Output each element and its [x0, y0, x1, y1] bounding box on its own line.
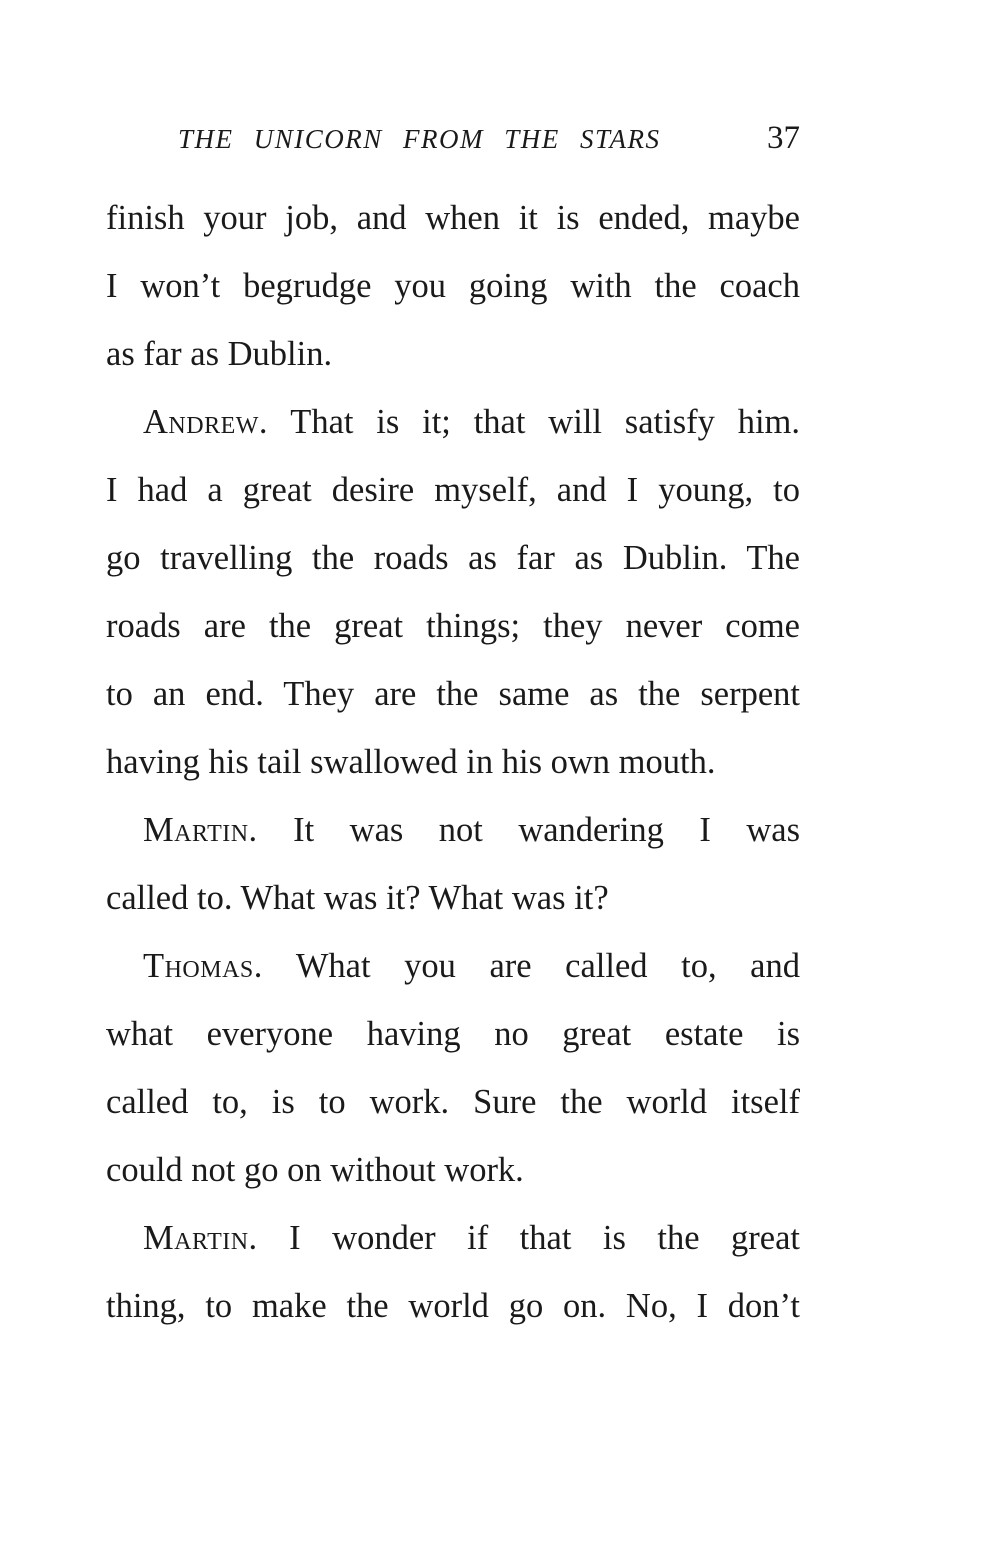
line-text: That is it; that will satisfy him.: [268, 403, 800, 441]
line-text: as far as Dublin.: [106, 335, 333, 373]
text-line: [106, 604, 800, 648]
speech-line: [143, 944, 800, 988]
text-line: [106, 740, 715, 784]
text-line: [106, 1080, 800, 1124]
line-text: finish your job, and when it is ended, maybe: [106, 199, 800, 237]
line-text: I wonder if that is the great: [257, 1219, 800, 1257]
speech-line: [143, 808, 800, 852]
line-text: thing, to make the world go on. No, I don’t: [106, 1287, 800, 1325]
text-line: [106, 876, 609, 920]
speaker-name: Andrew.: [143, 403, 269, 441]
line-text: It was not wandering I was: [257, 811, 800, 849]
line-text: could not go on without work.: [106, 1151, 524, 1189]
speaker-name: Martin.: [143, 1219, 258, 1257]
text-line: [106, 196, 800, 240]
line-text: called to. What was it? What was it?: [106, 879, 609, 917]
speaker-name: Martin.: [143, 811, 258, 849]
speech-line: [143, 1216, 800, 1260]
speech-line: [143, 400, 800, 444]
line-text: What you are called to, and: [262, 947, 800, 985]
line-text: I won’t begrudge you going with the coach: [106, 267, 800, 305]
line-text: I had a great desire myself, and I young, to: [106, 471, 800, 509]
line-text: to an end. They are the same as the serpent: [106, 675, 800, 713]
text-line: [106, 536, 800, 580]
line-text: called to, is to work. Sure the world itself: [106, 1083, 800, 1121]
text-line: [106, 1148, 524, 1192]
page-number: 37: [767, 120, 800, 156]
text-line: [106, 1284, 800, 1328]
running-header: [178, 118, 800, 168]
line-text: having his tail swallowed in his own mouth.: [106, 743, 716, 781]
line-text: roads are the great things; they never come: [106, 607, 800, 645]
text-line: [106, 672, 800, 716]
text-line: [106, 332, 332, 376]
text-line: [106, 1012, 800, 1056]
line-text: what everyone having no great estate is: [106, 1015, 800, 1053]
text-line: [106, 264, 800, 308]
running-title: THE UNICORN FROM THE STARS: [178, 124, 661, 154]
text-line: [106, 468, 800, 512]
speaker-name: Thomas.: [143, 947, 263, 985]
line-text: go travelling the roads as far as Dublin. The: [106, 539, 800, 577]
